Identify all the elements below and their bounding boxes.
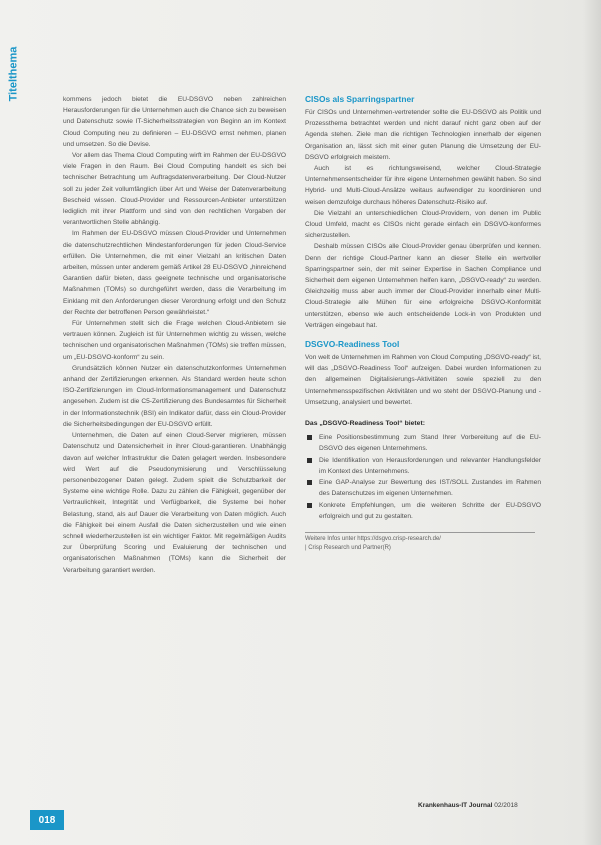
cisos-paragraph-2: Auch ist es richtungsweisend, welcher Cloud-Strategie Unternehmensentscheider für ihre eigene Unternehmen gewählt haben. So sind Hybrid- und Multi-Cloud-Ansätze weitaus aufwendiger zu koordinieren und weisen demzufolge durchaus höheres Datenschutz-Risiko auf. — [305, 165, 541, 206]
left-column — [63, 94, 286, 576]
journal-issue: 02/2018 — [494, 802, 518, 809]
section-label-text: Titelthema — [7, 46, 20, 102]
cisos-paragraph-3: Die Vielzahl an unterschiedlichen Cloud-Providern, von denen im Public Cloud Umfeld, macht es CISOs nicht gerade einfach ein DSGVO-konformes sicherzustellen. — [305, 209, 541, 240]
tool-bullet-list — [305, 432, 541, 522]
bullet-square-icon — [307, 503, 312, 508]
bullet-square-icon — [307, 480, 312, 485]
tool-paragraph-1: Von welt de Unternehmen im Rahmen von Cloud Computing „DSGVO-ready“ ist, will das „DSGVO-Readiness Tool“ aufzeigen. Dabei wurden Informationen zu den allgemeinen Digitalisierungs-Aktivitäten sowie speziell zu den Unternehmensspezifischen Aktivitäten und wo steht der DSGVO-Planung und -Umsetzung, analysiert und bewertet. — [305, 354, 541, 406]
right-column — [305, 94, 541, 553]
tool-box-title: Das „DSGVO-Readiness Tool“ bietet: — [305, 420, 425, 428]
footnote-line-2: | Crisp Research und Partner(R) — [305, 544, 391, 551]
section-label — [7, 32, 42, 122]
list-item: Eine Positionsbestimmung zum Stand Ihrer Vorbereitung auf die EU-DSGVO des eigenen Unternehmens. — [305, 432, 541, 454]
left-paragraph-1: kommens jedoch bietet die EU-DSGVO neben zahlreichen Herausforderungen für die Unternehmen auch die Chance sich zu beweisen und Datenschutz sowie IT-Sicherheitsstrategien von Beginn an im Kontext Cloud Computing neu zu definieren – EU-DSGVO ernst nehmen, planen und umsetzen. So die Devise. — [63, 96, 286, 148]
page-edge-shadow — [583, 0, 601, 845]
cisos-paragraph-1: Für CISOs und Unternehmen-vertretender sollte die EU-DSGVO als Politik und Prozessthema betrachtet werden und nicht darauf nicht ganz oben auf der Agenda stehen. Ziele man die richtigen Technologien innerhalb der eigenen Organisation an, lässt sich mit einer guten Planung die Umsetzung der EU-DSGVO erfolgreich meistern. — [305, 109, 541, 161]
bullet-square-icon — [307, 435, 312, 440]
list-item: Konkrete Empfehlungen, um die weiteren Schritte der EU-DSGVO erfolgreich und gut zu gestalten. — [305, 500, 541, 522]
left-paragraph-3: Im Rahmen der EU-DSGVO müssen Cloud-Provider und Unternehmen die datenschutzrechtlichen Mindestanforderungen für jeden Cloud-Service erfüllen. Die Unternehmen, die mit einer Vielzahl an kritischen Daten arbeiten, müssen unter anderem gemäß Artikel 28 EU-DSGVO „hinreichend Garantien dafür bieten, dass geeignete technische und organisatorische Maßnahmen (TOMs) so durchgeführt werden, dass die Verarbeitung im Einklang mit den Anforderungen dieser Verordnung erfolgt und den Schutz der Rechte der betroffenen Person gewährleistet.“ — [63, 230, 286, 316]
journal-footer — [418, 802, 518, 809]
left-paragraph-6: Unternehmen, die Daten auf einen Cloud-Server migrieren, müssen Datenschutz und Datensicherheit in ihrer Cloud-garantieren. Unabhängig davon auf welcher Infrastruktur die Daten gelagert werden. Insbesondere wird Wert auf die Pseudonymisierung und Verschlüsselung personenbezogener Daten gelegt. Zudem spielt die Schutzbarkeit der Systeme eine wichtige Rolle. Dazu zu zählen die Fähigkeit, gegenüber der Vertraulichkeit, Integrität und Verfügbarkeit, die Systeme bei hoher Belastung, stand, als auf Dauer die Verarbeitung von Daten möglich. Auch die Fähigkeit bei einem Ausfall die Daten sicherzustellen und wie einen schnell wiederherzustellen ist ein wichtiger Faktor. Mit regelmäßigen Audits zur Überprüfung Scoring und Evaluierung der technischen und organisatorischen Maßnahmen (TOMs) kann die Sicherheit der Verarbeitung garantiert werden. — [63, 432, 286, 574]
left-paragraph-2: Vor allem das Thema Cloud Computing wirft im Rahmen der EU-DSGVO viele Fragen in den Raum. Bei Cloud Computing handelt es sich bei technischer Betrachtung um Auftragsdatenverarbeitung. Der Cloud-Nutzer soll zu jeder Zeit vollumfänglich über Art und Weise der Datenverarbeitung Bescheid wissen. Cloud-Provider und Ressourcen-Anbieter unterstützen lediglich mit ihrer Plattform und sind von den rechtlichen Vorgaben der verantwortlichen Stelle abhängig. — [63, 152, 286, 227]
left-paragraph-5: Grundsätzlich können Nutzer ein datenschutzkonformes Unternehmen anhand der Zertifizierungen erkennen. Als Standard werden heute schon ISO-Zertifizierungen im Cloud-Informationsmanagement und Datenschutz angesehen. Zudem ist die C5-Zertifizierung des Bundesamtes für Sicherheit in der Informationstechnik (BSI) ein Indikator dafür, dass ein Cloud-Provider die Sicherheitsbedingungen der EU-DSGVO erfüllt. — [63, 364, 286, 428]
cisos-heading: CISOs als Sparringspartner — [305, 94, 415, 104]
page-number: 018 — [30, 810, 64, 830]
list-item: Die Identifikation von Herausforderungen und relevanter Handlungsfelder im Kontext des Unternehmens. — [305, 455, 541, 477]
list-item: Eine GAP-Analyse zur Bewertung des IST/SOLL Zustandes im Rahmen des Datenschutzes im eigenen Unternehmen. — [305, 477, 541, 499]
journal-name: Krankenhaus-IT Journal — [418, 802, 493, 809]
tool-heading: DSGVO-Readiness Tool — [305, 339, 400, 350]
footnote — [305, 532, 535, 553]
footnote-line-1: Weitere Infos unter https://dsgvo.crisp-research.de/ — [305, 535, 441, 542]
cisos-paragraph-4: Deshalb müssen CISOs alle Cloud-Provider genau überprüfen und kennen. Denn der richtige Cloud-Partner kann an dieser Stelle ein wertvoller Sparringspartner sein, der mit seiner Expertise in Sachen Compliance und Sicherheit dem eigenen Unternehmen helfen kann, „DSGVO-ready“ zu werden. Gleichzeitig muss aber auch immer der Cloud-Provider innerhalb einer Multi-Cloud-Strategie alle Mühen für eine erfolgreiche DSGVO-Konformität unterstützen, ebenso wie auch entscheidende Lock-in von Produkten und Verträgen eingebaut hat. — [305, 243, 541, 329]
left-paragraph-4: Für Unternehmen stellt sich die Frage welchen Cloud-Anbietern sie vertrauen können. Zugleich ist für Unternehmen wichtig zu wissen, welche technischen und organisatorischen Maßnahmen (TOMs) sie treffen müssen, um „EU-DSGVO-konform“ zu sein. — [63, 320, 286, 361]
bullet-square-icon — [307, 458, 312, 463]
